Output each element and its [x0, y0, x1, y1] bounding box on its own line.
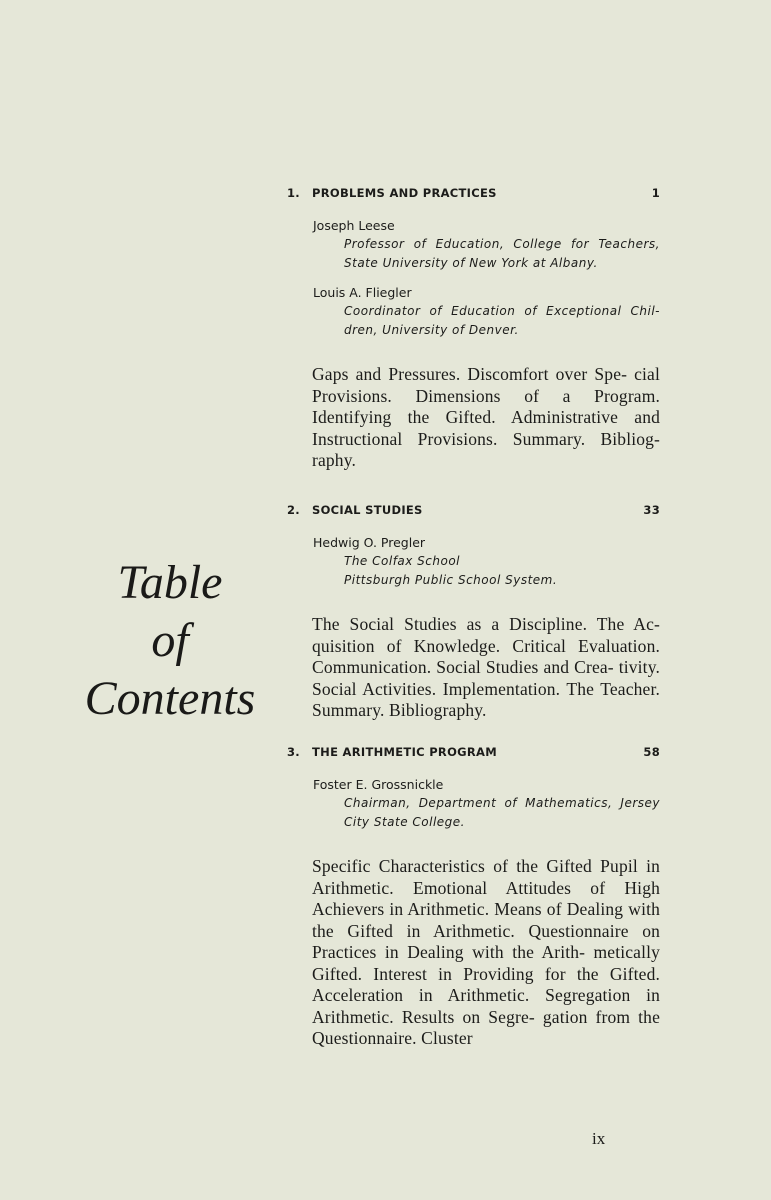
title-line: of: [151, 614, 189, 667]
entry-title[interactable]: PROBLEMS AND PRACTICES: [312, 186, 497, 200]
entry-description: Specific Characteristics of the Gifted Pupil in Arithmetic. Emotional Attitudes of High Achievers in Arithmetic. Means of Dealing with the Gifted in Arithmetic. Questionnaire on Practices in Dealing with the Arith- metically Gifted. Interest in Providing for the Gifted. Acceleration in Arithmetic. Segregation in Arithmetic. Results on Segre- gation from the Questionnaire. Cluster: [312, 856, 660, 1048]
entry-number: 1.: [287, 186, 300, 200]
entry-number: 2.: [287, 503, 300, 517]
page-number: ix: [592, 1129, 606, 1148]
entry-heading: [287, 186, 660, 204]
entry-page-number[interactable]: 1: [651, 186, 660, 200]
toc-entry: [287, 745, 660, 1050]
author-affiliation: Coordinator of Education of Exceptional Chil- dren, University of Denver.: [344, 304, 660, 337]
title-line: Table: [117, 556, 223, 609]
author-name: Joseph Leese: [313, 218, 395, 233]
title-line: Contents: [84, 672, 256, 725]
author-affiliation: The Colfax School: [344, 554, 461, 568]
entry-description: The Social Studies as a Discipline. The Ac- quisition of Knowledge. Critical Evaluation. Communication. Social Studies and Crea- tivity. Social Activities. Implementation. The Teacher. Summary. Bibliography.: [312, 614, 660, 720]
entry-title[interactable]: SOCIAL STUDIES: [312, 503, 423, 517]
toc-entry: [287, 503, 660, 722]
author-affiliation: Pittsburgh Public School System.: [344, 573, 558, 587]
author-block: [313, 216, 660, 273]
author-affiliation: Chairman, Department of Mathematics, Jersey City State College.: [344, 796, 660, 829]
author-block: [313, 283, 660, 340]
entry-description: Gaps and Pressures. Discomfort over Spe- cial Provisions. Dimensions of a Program. Identifying the Gifted. Administrative and Instructional Provisions. Summary. Bibliog- raphy.: [312, 364, 660, 470]
author-block: [313, 533, 660, 590]
toc-entry: [287, 186, 660, 472]
entry-heading: [287, 503, 660, 521]
entry-title[interactable]: THE ARITHMETIC PROGRAM: [312, 745, 497, 759]
author-name: Hedwig O. Pregler: [313, 535, 426, 550]
author-block: [313, 775, 660, 832]
author-affiliation: Professor of Education, College for Teachers, State University of New York at Albany.: [344, 237, 660, 270]
entry-number: 3.: [287, 745, 300, 759]
author-name: Louis A. Fliegler: [313, 285, 412, 300]
page-title: [60, 554, 280, 728]
entry-page-number[interactable]: 58: [643, 745, 660, 759]
author-name: Foster E. Grossnickle: [313, 777, 444, 792]
entry-page-number[interactable]: 33: [643, 503, 660, 517]
entry-heading: [287, 745, 660, 763]
